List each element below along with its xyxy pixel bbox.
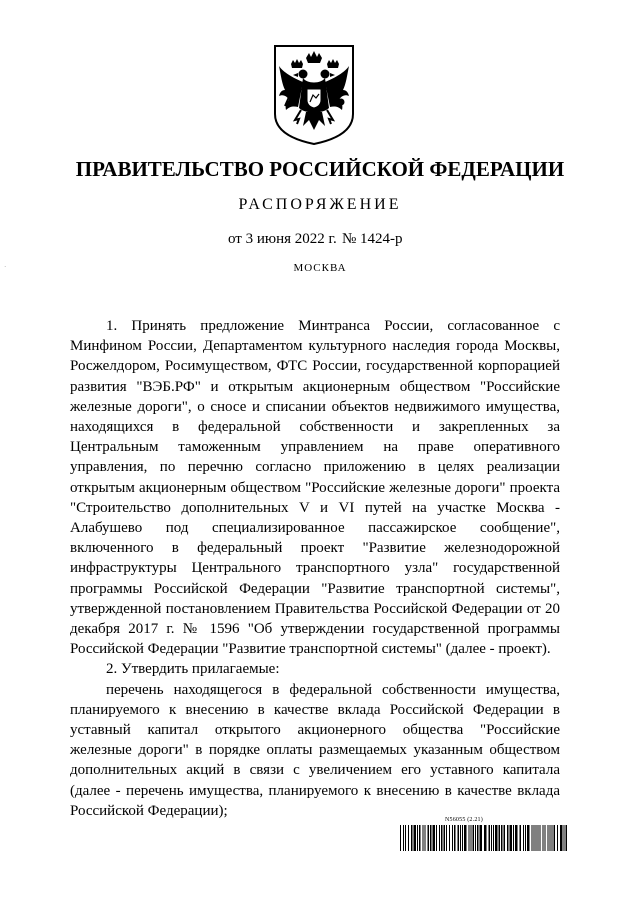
barcode-bar bbox=[493, 825, 494, 851]
barcode-bar bbox=[525, 825, 526, 851]
barcode-bar bbox=[444, 825, 446, 851]
barcode-bar bbox=[462, 825, 463, 851]
barcode-bar bbox=[538, 825, 539, 851]
paragraph-3: перечень находящегося в федеральной собственности имущества, планируемого к внесению в качестве вклада Российской Федерации в уставный капитал открытого акционерного общества "Российские железные дороги" в порядке оплаты размещаемых указанным обществом дополнительных акций в связи с увеличением его уставного капитала (далее - перечень имущества, планируемого к внесению в качестве вклада Российской Федерации); bbox=[70, 681, 560, 819]
paragraph-1: 1. Принять предложение Минтранса России, согласованное с Минфином России, Департаментом культурного наследия города Москвы, Росжелдором, Росимуществом, ФТС России, государственной корпорацией развития "ВЭБ.РФ" и открытым акционерным обществом "Российские железные дороги", о сносе и списании объектов недвижимого имущества, находящихся в федеральной собственности и закрепленных за Центральным таможенным управлением на праве оперативного управления, по перечню согласно приложению в целях реализации открытым акционерным обществом "Российские железные дороги" проекта "Строительство дополнительных V и VI путей на участке Москва - Алабушево под специализированное пассажирское сообщение", включенного в федеральный проект "Развитие железнодорожной инфраструктуры Центрального транспортного узла" государственной программы Российской Федерации "Развитие транспортной системы", утвержденной постановлением Правительства Российской Федерации от 20 декабря 2017 г. № 1596 "Об утверждении государственной программы Российской Федерации "Развитие транспортной системы" (далее - проект). bbox=[70, 318, 560, 658]
barcode-bar bbox=[454, 825, 456, 851]
barcode-bar bbox=[532, 825, 533, 851]
barcode-bar bbox=[545, 825, 546, 851]
barcode-bar bbox=[501, 825, 503, 851]
barcode-bar bbox=[419, 825, 421, 851]
barcode-bar bbox=[475, 825, 476, 851]
barcode-bar bbox=[560, 825, 563, 851]
barcode-bar bbox=[507, 825, 509, 851]
barcode-bar bbox=[534, 825, 535, 851]
barcode-bar bbox=[513, 825, 514, 851]
barcode-bar bbox=[564, 825, 565, 851]
barcode-bar bbox=[552, 825, 553, 851]
barcode-bar bbox=[414, 825, 417, 851]
barcode-bar bbox=[403, 825, 404, 851]
barcode-bar bbox=[477, 825, 479, 851]
barcode-bar bbox=[554, 825, 556, 851]
document-body bbox=[70, 316, 560, 821]
barcode-bar bbox=[428, 825, 430, 851]
document-number: № 1424-р bbox=[342, 231, 403, 247]
barcode-bar bbox=[439, 825, 440, 851]
barcode-bar bbox=[425, 825, 426, 851]
barcode-bar bbox=[405, 825, 406, 851]
barcode-bar bbox=[464, 825, 467, 851]
barcode-bar bbox=[484, 825, 487, 851]
barcode-bar bbox=[471, 825, 472, 851]
barcode-bar bbox=[510, 825, 513, 851]
barcode-bar bbox=[469, 825, 470, 851]
barcode-bar bbox=[499, 825, 501, 851]
barcode-bar bbox=[436, 825, 437, 851]
document-city: МОСКВА bbox=[293, 262, 347, 274]
barcode-number: N56055 (2.21) bbox=[445, 817, 483, 823]
barcode-bar bbox=[449, 825, 450, 851]
margin-mark: · bbox=[4, 263, 7, 271]
barcode-bar bbox=[515, 825, 518, 851]
barcode-bar bbox=[458, 825, 460, 851]
barcode-bar bbox=[423, 825, 424, 851]
barcode-bar bbox=[433, 825, 436, 851]
barcode-bar bbox=[504, 825, 506, 851]
barcode-image bbox=[400, 825, 570, 851]
barcode-bar bbox=[489, 825, 491, 851]
barcode-bar bbox=[566, 825, 568, 851]
barcode-bar bbox=[452, 825, 453, 851]
barcode-bar bbox=[536, 825, 537, 851]
barcode-bar bbox=[557, 825, 558, 851]
barcode-bar bbox=[441, 825, 443, 851]
barcode-bar bbox=[480, 825, 483, 851]
barcode-bar bbox=[548, 825, 549, 851]
barcode-bar bbox=[495, 825, 498, 851]
state-emblem-icon bbox=[273, 44, 355, 146]
barcode-bar bbox=[460, 825, 461, 851]
paragraph-2: 2. Утвердить прилагаемые: bbox=[106, 661, 280, 678]
barcode-bar bbox=[550, 825, 551, 851]
document-type: РАСПОРЯЖЕНИЕ bbox=[238, 196, 402, 213]
barcode-bar bbox=[446, 825, 447, 851]
barcode-bar bbox=[430, 825, 432, 851]
barcode-bar bbox=[523, 825, 524, 851]
document-date: от 3 июня 2022 г. bbox=[228, 231, 337, 247]
barcode-bar bbox=[527, 825, 530, 851]
barcode-bar bbox=[408, 825, 409, 851]
barcode-bar bbox=[473, 825, 475, 851]
government-title: ПРАВИТЕЛЬСТВО РОССИЙСКОЙ ФЕДЕРАЦИИ bbox=[75, 157, 565, 181]
barcode-bar bbox=[400, 825, 401, 851]
barcode-bar bbox=[520, 825, 522, 851]
barcode-bar bbox=[543, 825, 544, 851]
barcode-bar bbox=[491, 825, 492, 851]
barcode-bar bbox=[540, 825, 541, 851]
barcode-bar bbox=[411, 825, 413, 851]
barcode-bar bbox=[417, 825, 418, 851]
